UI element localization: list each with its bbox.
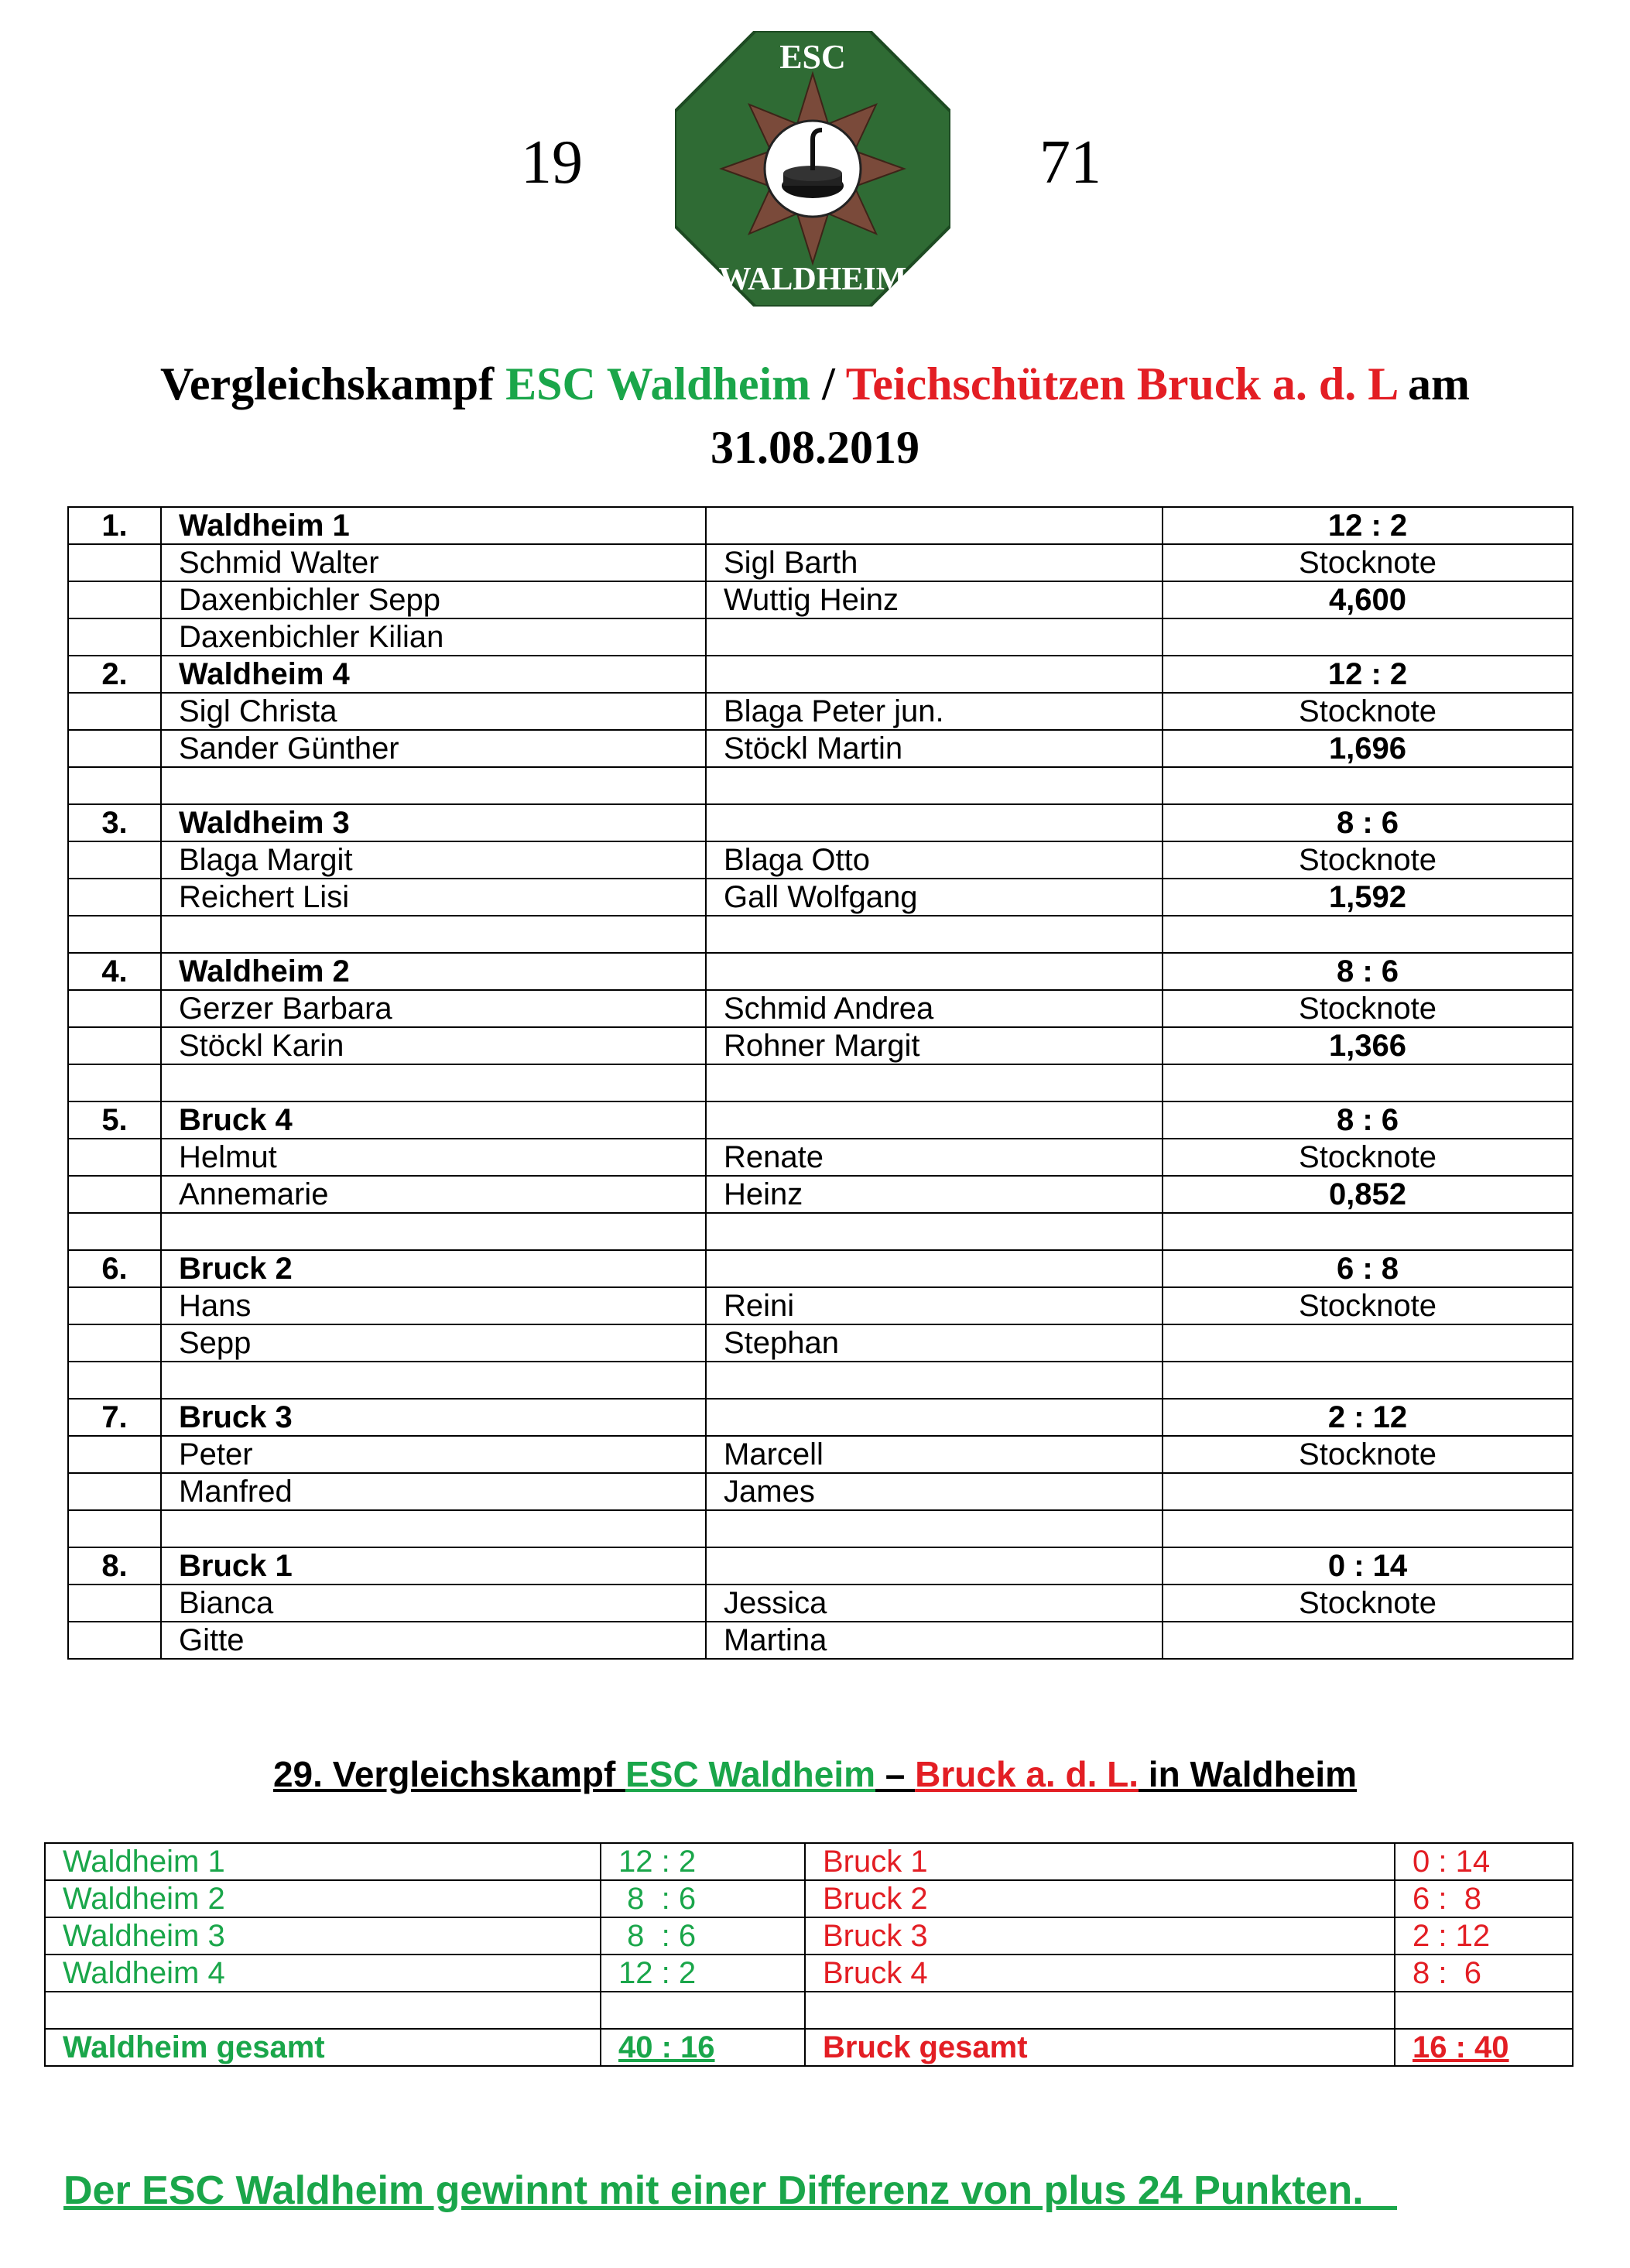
- empty-cell: [68, 1287, 161, 1324]
- player-cell: Blaga Margit: [161, 841, 706, 879]
- team-cell: Bruck 2: [805, 1880, 1395, 1917]
- summary-row: [45, 1917, 1573, 1955]
- score-cell: 0 : 14: [1163, 1547, 1573, 1585]
- empty-cell: [68, 767, 161, 804]
- summary-row: [45, 1843, 1573, 1880]
- summary-heading-waldheim: ESC Waldheim: [625, 1754, 876, 1794]
- team-header-row: [68, 656, 1573, 693]
- player-cell: Jessica: [706, 1585, 1163, 1622]
- team-cell: Bruck 3: [805, 1917, 1395, 1955]
- team-cell: [805, 1992, 1395, 2029]
- team-cell: Waldheim 3: [45, 1917, 601, 1955]
- score-cell: 8 : 6: [601, 1917, 805, 1955]
- player-cell: [706, 1213, 1163, 1250]
- score-cell: 0 : 14: [1395, 1843, 1573, 1880]
- player-row: [68, 1622, 1573, 1659]
- player-cell: Reini: [706, 1287, 1163, 1324]
- empty-cell: [68, 1436, 161, 1473]
- team-cell: Waldheim 4: [45, 1955, 601, 1992]
- team-name-cell: Bruck 2: [161, 1250, 706, 1287]
- player-cell: Stephan: [706, 1324, 1163, 1362]
- player-cell: James: [706, 1473, 1163, 1510]
- stocknote-cell: Stocknote: [1163, 693, 1573, 730]
- stocknote-cell: Stocknote: [1163, 1287, 1573, 1324]
- empty-cell: [68, 916, 161, 953]
- score-cell: 8 : 6: [601, 1880, 805, 1917]
- player-cell: Daxenbichler Kilian: [161, 618, 706, 656]
- rank-cell: 2.: [68, 656, 161, 693]
- result-statement: Der ESC Waldheim gewinnt mit einer Differenz von plus 24 Punkten.: [63, 2168, 1398, 2213]
- player-cell: Martina: [706, 1622, 1163, 1659]
- empty-cell: [68, 1510, 161, 1547]
- empty-cell: [68, 1027, 161, 1064]
- empty-cell: [706, 1250, 1163, 1287]
- player-row: [68, 1510, 1573, 1547]
- score-cell: 12 : 2: [601, 1955, 805, 1992]
- title-part-3: /: [810, 358, 846, 409]
- stocknote-cell: 1,592: [1163, 879, 1573, 916]
- score-cell: 12 : 2: [1163, 656, 1573, 693]
- stocknote-cell: [1163, 1064, 1573, 1101]
- player-cell: Manfred: [161, 1473, 706, 1510]
- stocknote-cell: 1,366: [1163, 1027, 1573, 1064]
- year-left: 19: [521, 128, 583, 197]
- total-label-cell: Waldheim gesamt: [45, 2029, 601, 2066]
- stocknote-cell: 4,600: [1163, 581, 1573, 618]
- empty-cell: [68, 1362, 161, 1399]
- player-row: [68, 581, 1573, 618]
- player-cell: Hans: [161, 1287, 706, 1324]
- player-cell: Sigl Christa: [161, 693, 706, 730]
- rank-cell: 3.: [68, 804, 161, 841]
- team-header-row: [68, 1547, 1573, 1585]
- team-header-row: [68, 1399, 1573, 1436]
- player-cell: Gitte: [161, 1622, 706, 1659]
- team-header-row: [68, 1101, 1573, 1139]
- player-cell: Peter: [161, 1436, 706, 1473]
- stocknote-cell: [1163, 916, 1573, 953]
- title-date: 31.08.2019: [711, 422, 919, 473]
- stocknote-cell: [1163, 1473, 1573, 1510]
- summary-row: [45, 1955, 1573, 1992]
- team-cell: Waldheim 1: [45, 1843, 601, 1880]
- title-part-1: Vergleichskampf: [160, 358, 506, 409]
- score-cell: 2 : 12: [1163, 1399, 1573, 1436]
- empty-cell: [68, 1064, 161, 1101]
- rank-cell: 7.: [68, 1399, 161, 1436]
- player-row: [68, 1213, 1573, 1250]
- team-name-cell: Bruck 3: [161, 1399, 706, 1436]
- score-cell: 8 : 6: [1395, 1955, 1573, 1992]
- player-cell: [706, 1064, 1163, 1101]
- player-row: [68, 544, 1573, 581]
- player-cell: Rohner Margit: [706, 1027, 1163, 1064]
- team-cell: Bruck 1: [805, 1843, 1395, 1880]
- title-part-5: am: [1395, 358, 1470, 409]
- player-cell: Marcell: [706, 1436, 1163, 1473]
- player-cell: [161, 916, 706, 953]
- player-cell: Schmid Andrea: [706, 990, 1163, 1027]
- stocknote-cell: 0,852: [1163, 1176, 1573, 1213]
- summary-row: [45, 1992, 1573, 2029]
- title-line-1: [0, 352, 1630, 416]
- player-row: [68, 618, 1573, 656]
- empty-cell: [68, 581, 161, 618]
- empty-cell: [68, 544, 161, 581]
- team-header-row: [68, 507, 1573, 544]
- summary-heading-part-5: in Waldheim: [1139, 1754, 1358, 1794]
- stocknote-cell: [1163, 1622, 1573, 1659]
- summary-table: [44, 1842, 1573, 2067]
- rank-cell: 5.: [68, 1101, 161, 1139]
- total-score-cell: 16 : 40: [1395, 2029, 1573, 2066]
- rank-cell: 1.: [68, 507, 161, 544]
- stocknote-cell: Stocknote: [1163, 990, 1573, 1027]
- rank-cell: 4.: [68, 953, 161, 990]
- empty-cell: [706, 507, 1163, 544]
- player-row: [68, 693, 1573, 730]
- stocknote-cell: Stocknote: [1163, 1436, 1573, 1473]
- stocknote-cell: 1,696: [1163, 730, 1573, 767]
- player-cell: Sepp: [161, 1324, 706, 1362]
- logo-bottom-text: WALDHEIM: [718, 262, 907, 297]
- empty-cell: [68, 1213, 161, 1250]
- title-team-waldheim: ESC Waldheim: [505, 358, 811, 409]
- score-cell: 12 : 2: [601, 1843, 805, 1880]
- results-table: [67, 506, 1573, 1660]
- player-row: [68, 1176, 1573, 1213]
- player-cell: [706, 618, 1163, 656]
- score-cell: 8 : 6: [1163, 953, 1573, 990]
- empty-cell: [706, 656, 1163, 693]
- empty-cell: [68, 1473, 161, 1510]
- player-cell: Heinz: [706, 1176, 1163, 1213]
- stocknote-cell: [1163, 618, 1573, 656]
- stocknote-cell: [1163, 1213, 1573, 1250]
- team-header-row: [68, 953, 1573, 990]
- team-name-cell: Bruck 1: [161, 1547, 706, 1585]
- player-row: [68, 1287, 1573, 1324]
- year-right: 71: [1039, 128, 1101, 197]
- empty-cell: [68, 1176, 161, 1213]
- player-cell: [161, 1213, 706, 1250]
- empty-cell: [706, 804, 1163, 841]
- summary-total-row: [45, 2029, 1573, 2066]
- player-cell: Bianca: [161, 1585, 706, 1622]
- team-name-cell: Waldheim 4: [161, 656, 706, 693]
- player-cell: Annemarie: [161, 1176, 706, 1213]
- esc-waldheim-logo-icon: [675, 31, 950, 307]
- empty-cell: [68, 841, 161, 879]
- player-row: [68, 1324, 1573, 1362]
- player-cell: Gall Wolfgang: [706, 879, 1163, 916]
- player-cell: Daxenbichler Sepp: [161, 581, 706, 618]
- player-cell: [161, 1064, 706, 1101]
- total-score-cell: 40 : 16: [601, 2029, 805, 2066]
- empty-cell: [706, 1547, 1163, 1585]
- player-cell: [161, 1510, 706, 1547]
- score-cell: 6 : 8: [1163, 1250, 1573, 1287]
- player-cell: [706, 916, 1163, 953]
- player-row: [68, 1139, 1573, 1176]
- team-cell: Waldheim 2: [45, 1880, 601, 1917]
- stocknote-cell: Stocknote: [1163, 544, 1573, 581]
- empty-cell: [68, 1585, 161, 1622]
- score-cell: 12 : 2: [1163, 507, 1573, 544]
- empty-cell: [68, 693, 161, 730]
- player-cell: Wuttig Heinz: [706, 581, 1163, 618]
- player-cell: Reichert Lisi: [161, 879, 706, 916]
- player-cell: Stöckl Karin: [161, 1027, 706, 1064]
- rank-cell: 8.: [68, 1547, 161, 1585]
- empty-cell: [68, 1139, 161, 1176]
- summary-heading-bruck: Bruck a. d. L.: [915, 1754, 1139, 1794]
- player-row: [68, 1473, 1573, 1510]
- player-cell: [161, 767, 706, 804]
- total-label-cell: Bruck gesamt: [805, 2029, 1395, 2066]
- team-name-cell: Bruck 4: [161, 1101, 706, 1139]
- player-cell: [706, 767, 1163, 804]
- logo-top-text: ESC: [779, 38, 846, 76]
- player-cell: Sander Günther: [161, 730, 706, 767]
- player-row: [68, 990, 1573, 1027]
- player-row: [68, 767, 1573, 804]
- player-cell: Blaga Otto: [706, 841, 1163, 879]
- page-title: [0, 352, 1630, 479]
- empty-cell: [68, 990, 161, 1027]
- summary-heading-part-3: –: [875, 1754, 916, 1794]
- player-row: [68, 730, 1573, 767]
- player-cell: Helmut: [161, 1139, 706, 1176]
- player-row: [68, 1064, 1573, 1101]
- team-name-cell: Waldheim 2: [161, 953, 706, 990]
- stocknote-cell: [1163, 1510, 1573, 1547]
- player-cell: [161, 1362, 706, 1399]
- team-name-cell: Waldheim 3: [161, 804, 706, 841]
- stocknote-cell: Stocknote: [1163, 841, 1573, 879]
- empty-cell: [706, 1101, 1163, 1139]
- player-row: [68, 879, 1573, 916]
- stocknote-cell: [1163, 767, 1573, 804]
- empty-cell: [706, 1399, 1163, 1436]
- title-team-bruck: Teichschützen Bruck a. d. L: [845, 358, 1396, 409]
- player-cell: Schmid Walter: [161, 544, 706, 581]
- player-cell: Blaga Peter jun.: [706, 693, 1163, 730]
- stocknote-cell: [1163, 1324, 1573, 1362]
- player-row: [68, 1362, 1573, 1399]
- player-cell: Gerzer Barbara: [161, 990, 706, 1027]
- team-cell: Bruck 4: [805, 1955, 1395, 1992]
- player-cell: Sigl Barth: [706, 544, 1163, 581]
- stocknote-cell: [1163, 1362, 1573, 1399]
- team-header-row: [68, 804, 1573, 841]
- empty-cell: [68, 1622, 161, 1659]
- player-row: [68, 1585, 1573, 1622]
- player-row: [68, 1027, 1573, 1064]
- empty-cell: [68, 879, 161, 916]
- stocknote-cell: Stocknote: [1163, 1139, 1573, 1176]
- score-cell: 8 : 6: [1163, 1101, 1573, 1139]
- empty-cell: [68, 730, 161, 767]
- player-row: [68, 1436, 1573, 1473]
- empty-cell: [68, 618, 161, 656]
- rank-cell: 6.: [68, 1250, 161, 1287]
- stocknote-cell: Stocknote: [1163, 1585, 1573, 1622]
- score-cell: 6 : 8: [1395, 1880, 1573, 1917]
- summary-heading-part-1: 29. Vergleichskampf: [272, 1754, 626, 1794]
- team-cell: [45, 1992, 601, 2029]
- empty-cell: [706, 953, 1163, 990]
- summary-row: [45, 1880, 1573, 1917]
- summary-heading: [0, 1753, 1630, 1795]
- score-cell: 8 : 6: [1163, 804, 1573, 841]
- empty-cell: [68, 1324, 161, 1362]
- player-cell: Stöckl Martin: [706, 730, 1163, 767]
- score-cell: 2 : 12: [1395, 1917, 1573, 1955]
- team-name-cell: Waldheim 1: [161, 507, 706, 544]
- player-cell: [706, 1362, 1163, 1399]
- player-row: [68, 916, 1573, 953]
- player-cell: [706, 1510, 1163, 1547]
- score-cell: [601, 1992, 805, 2029]
- player-cell: Renate: [706, 1139, 1163, 1176]
- team-header-row: [68, 1250, 1573, 1287]
- player-row: [68, 841, 1573, 879]
- score-cell: [1395, 1992, 1573, 2029]
